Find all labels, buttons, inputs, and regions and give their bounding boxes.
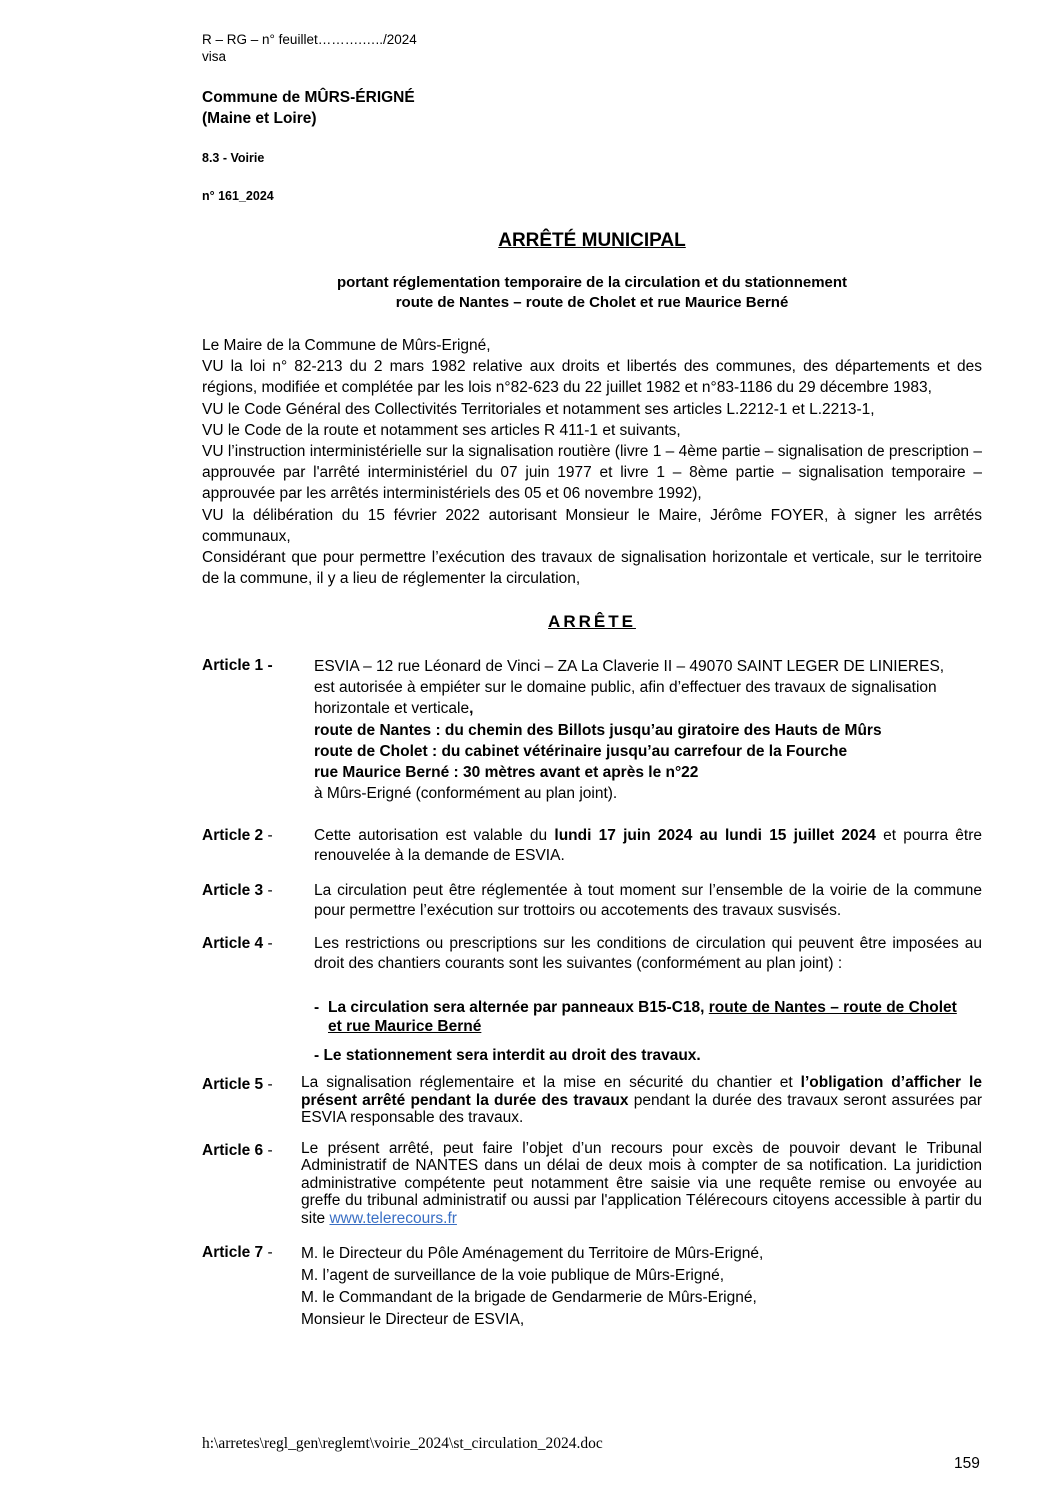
article-1-authorisation — [314, 677, 982, 719]
article-7-label — [202, 1243, 273, 1263]
article-2-label — [202, 826, 273, 846]
preamble-vu-law: VU la loi n° 82-213 du 2 mars 1982 relative aux droits et libertés des communes, des départements et des régions, modifiée et complétée par les lois n°82-623 du 22 juillet 1982 et n°83-1186 du 29 décembre 1983, — [202, 358, 982, 397]
arrete-heading: ARRÊTE — [548, 612, 636, 631]
article-3-label-dash: - — [263, 882, 273, 899]
article-2-label-text: Article 2 — [202, 827, 264, 844]
article-1-company: ESVIA – 12 rue Léonard de Vinci – ZA La Claverie II – 49070 SAINT LEGER DE LINIERES, — [314, 658, 945, 675]
article-1-location-2: route de Cholet : du cabinet vétérinaire jusqu’au carrefour de la Fourche — [314, 742, 848, 760]
file-path: h:\arretes\regl_gen\reglemt\voirie_2024\st_circulation_2024.doc — [202, 1435, 603, 1452]
article-1-authorised-text: est autorisée à empiéter sur le domaine public, afin d’effectuer des travaux de signalisation horizontale et verticale — [314, 679, 937, 718]
preamble-vu-cgct: VU le Code Général des Collectivités Territoriales et notamment ses articles L.2212-1 et L.2213-1, — [202, 400, 875, 418]
commune-block — [202, 88, 415, 130]
feuillet-reference: R – RG – n° feuillet……….…../2024 — [202, 32, 417, 47]
article-7-body — [301, 1243, 982, 1331]
article-5-label — [202, 1075, 273, 1095]
article-4-bullet-1-roads-a: route de Nantes – route de Cholet — [708, 999, 957, 1016]
article-4-label-dash: - — [263, 935, 273, 952]
page-number: 159 — [954, 1455, 980, 1472]
article-4-bullet-1-line-1 — [328, 998, 984, 1017]
article-6-text: Le présent arrêté, peut faire l’objet d’un recours pour excès de pouvoir devant le Tribunal Administratif de NANTES dans un délai de deux mois à compter de sa notification. La juridiction administrative compétente peut notamment être saisie via une requête remise ou envoyée au greffe du tribunal administratif ou aussi par l'application Télérecours citoyens accessible à partir du site — [301, 1140, 982, 1227]
article-4-bullet-2: - Le stationnement sera interdit au droit des travaux. — [314, 1047, 701, 1064]
article-1-comma: , — [469, 700, 474, 718]
article-3-label-text: Article 3 — [202, 882, 264, 899]
subtitle-line-2: route de Nantes – route de Cholet et rue Maurice Berné — [395, 294, 789, 312]
commune-name: Commune de MÛRS-ÉRIGNÉ — [202, 89, 415, 106]
page-title: ARRÊTÉ MUNICIPAL — [498, 230, 686, 251]
article-3-body: La circulation peut être réglementée à tout moment sur l’ensemble de la voirie de la commune pour permettre l’exécution sur trottoirs ou accotements des travaux susvisés. — [314, 882, 982, 919]
article-1-body — [314, 656, 982, 804]
article-6-body — [301, 1140, 982, 1227]
article-7-recipient-3: M. le Commandant de la brigade de Gendarmerie de Mûrs-Erigné, — [301, 1289, 757, 1306]
preamble-mayor: Le Maire de la Commune de Mûrs-Erigné, — [202, 337, 491, 354]
article-7-label-text: Article 7 — [202, 1244, 264, 1261]
article-7-label-dash: - — [263, 1244, 273, 1261]
visa-label: visa — [202, 48, 227, 64]
article-4-bullet-1-text: La circulation sera alternée par panneaux B15-C18, — [328, 999, 709, 1016]
article-5-label-dash: - — [263, 1076, 273, 1093]
preamble-considering: Considérant que pour permettre l’exécution des travaux de signalisation horizontale et verticale, sur le territoire de la commune, il y a lieu de réglementer la circulation, — [202, 549, 982, 588]
decree-number: n° 161_2024 — [202, 189, 274, 203]
article-6-label — [202, 1141, 273, 1161]
page-subtitle — [202, 273, 982, 314]
category-label: 8.3 - Voirie — [202, 151, 265, 165]
article-1-location-1: route de Nantes : du chemin des Billots jusqu’au giratoire des Hauts de Mûrs — [314, 721, 882, 739]
preamble-vu-instruction: VU l’instruction interministérielle sur la signalisation routière (livre 1 – 4ème partie – signalisation de prescription – approuvée par l'arrêté interministériel du 07 juin 1977 et livre 1 – 8ème partie – signalisation temporaire – approuvée par les arrêtés interministériels des 05 et 06 novembre 1992), — [202, 443, 982, 503]
article-5-text-before: La signalisation réglementaire et la mise en sécurité du chantier et — [301, 1074, 801, 1091]
article-2-body — [314, 826, 982, 866]
article-3-label — [202, 881, 273, 901]
preamble-vu-deliberation: VU la délibération du 15 février 2022 autorisant Monsieur le Maire, Jérôme FOYER, à signer les arrêtés communaux, — [202, 506, 982, 545]
article-7-recipient-4: Monsieur le Directeur de ESVIA, — [301, 1311, 525, 1328]
article-2-dates: lundi 17 juin 2024 au lundi 15 juillet 2024 — [554, 827, 876, 844]
article-4-bullet-1-dash: - — [314, 999, 320, 1016]
article-5-text-bold: l’obligation d’afficher le présent arrêté pendant la durée des travaux — [301, 1074, 982, 1109]
department-name: (Maine et Loire) — [202, 109, 317, 127]
document-reference — [202, 32, 417, 66]
article-5-label-text: Article 5 — [202, 1076, 264, 1093]
article-2-label-dash: - — [263, 827, 273, 844]
article-1-label: Article 1 - — [202, 657, 273, 674]
article-4-label — [202, 934, 273, 954]
article-1-place: à Mûrs-Erigné (conformément au plan joint). — [314, 785, 618, 803]
article-6-label-text: Article 6 — [202, 1142, 264, 1159]
preamble-vu-code-route: VU le Code de la route et notamment ses articles R 411-1 et suivants, — [202, 421, 681, 439]
article-4-bullet-1 — [328, 998, 984, 1037]
preamble — [202, 335, 982, 589]
article-1-location-3: rue Maurice Berné : 30 mètres avant et après le n°22 — [314, 764, 699, 782]
article-5-text-after: pendant la durée des travaux seront assurées par ESVIA responsable des travaux. — [301, 1091, 982, 1126]
article-2-text-before: Cette autorisation est valable du — [314, 827, 555, 844]
article-6-label-dash: - — [263, 1142, 273, 1159]
article-2-text-after: et pourra être renouvelée à la demande de ESVIA. — [314, 827, 983, 864]
article-4-bullet-1-roads-b: et rue Maurice Berné — [328, 1018, 482, 1036]
subtitle-line-1: portant réglementation temporaire de la circulation et du stationnement — [336, 274, 848, 291]
article-5-body — [301, 1074, 982, 1127]
article-4-label-text: Article 4 — [202, 935, 264, 952]
article-7-recipient-1: M. le Directeur du Pôle Aménagement du Territoire de Mûrs-Erigné, — [301, 1245, 764, 1262]
article-4-body: Les restrictions ou prescriptions sur les conditions de circulation qui peuvent être imposées au droit des chantiers courants sont les suivantes (conformément au plan joint) : — [314, 935, 982, 972]
article-7-recipient-2: M. l’agent de surveillance de la voie publique de Mûrs-Erigné, — [301, 1267, 725, 1284]
telerecours-link[interactable]: www.telerecours.fr — [329, 1209, 457, 1227]
